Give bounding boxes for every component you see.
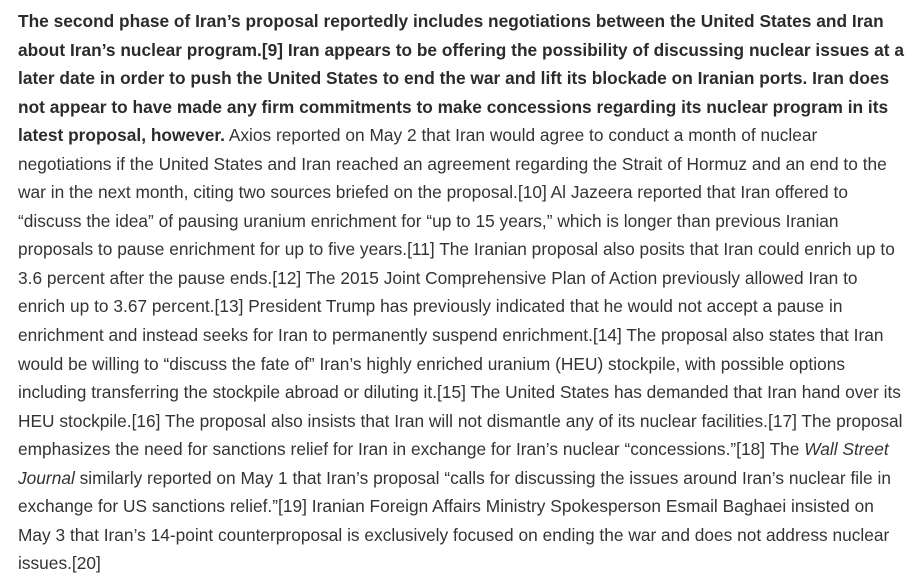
- body-text-before-italic: Axios reported on May 2 that Iran would agree to conduct a month of nuclear negotiations if the United States and Iran reached an agreement regarding the Strait of Hormuz and an end to the war in the next month, citing two sources briefed on the proposal.[10] Al Jazeera reported that Iran offered to “discuss the idea” of pausing uranium enrichment for “up to 15 years,” which is longer than previous Iranian proposals to pause enrichment for up to five years.[11] The Iranian proposal also posits that Iran could enrich up to 3.6 percent after the pause ends.[12] The 2015 Joint Comprehensive Plan of Action previously allowed Iran to enrich up to 3.67 percent.[13] President Trump has previously indicated that he would not accept a pause in enrichment and instead seeks for Iran to permanently suspend enrichment.[14] The proposal also states that Iran would be willing to “discuss the fate of” Iran’s highly enriched uranium (HEU) stockpile, with possible options including transferring the stockpile abroad or diluting it.[15] The United States has demanded that Iran hand over its HEU stockpile.[16] The proposal also insists that Iran will not dismantle any of its nuclear facilities.[17] The proposal emphasizes the need for sanctions relief for Iran in exchange for Iran’s nuclear “concessions.”[18] The: [18, 125, 903, 460]
- body-text-after-italic: similarly reported on May 1 that Iran’s proposal “calls for discussing the issues around Iran’s nuclear file in exchange for US sanctions relief.”[19] Iranian Foreign Affairs Ministry Spokesperson Esmail Baghaei insisted on May 3 that Iran’s 14-point counterproposal is exclusively focused on ending the war and does not address nuclear issues.[20]: [18, 467, 891, 574]
- article-paragraph: [18, 7, 908, 578]
- bold-lead-text: The second phase of Iran’s proposal reportedly includes negotiations between the United States and Iran about Iran’s nuclear program.[9] Iran appears to be offering the possibility of discussing nuclear issues at a later date in order to push the United States to end the war and lift its blockade on Iranian ports. Iran does not appear to have made any firm commitments to make concessions regarding its nuclear program in its latest proposal, however.: [18, 11, 904, 146]
- publication-name-italic: Wall Street Journal: [18, 439, 889, 488]
